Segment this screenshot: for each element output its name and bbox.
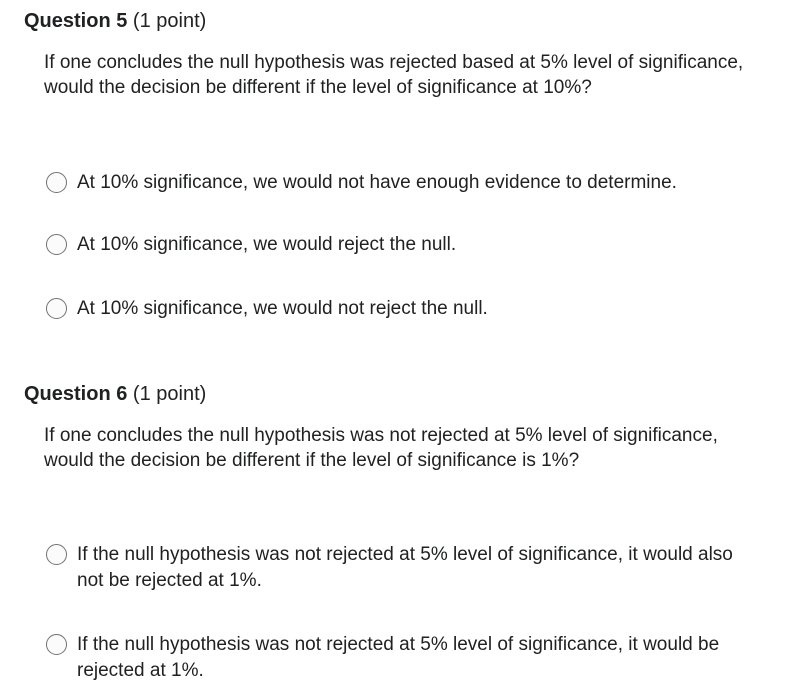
option-label: If the null hypothesis was not rejected at 5% level of significance, it would be rejected at 1%. xyxy=(77,634,720,681)
question-6-option-2[interactable] xyxy=(46,632,757,684)
radio-button[interactable] xyxy=(46,172,67,193)
question-6-heading xyxy=(24,381,794,407)
question-6-option-1[interactable] xyxy=(46,542,757,594)
radio-button[interactable] xyxy=(46,298,67,319)
radio-button[interactable] xyxy=(46,634,67,655)
question-6-points: (1 point) xyxy=(132,383,207,405)
option-label: At 10% significance, we would reject the null. xyxy=(77,234,457,255)
option-label: At 10% significance, we would not reject the null. xyxy=(77,298,488,319)
question-5 xyxy=(24,8,794,319)
question-6-text: If one concludes the null hypothesis was not rejected at 5% level of significance, would the decision be different if the level of significance is 1%? xyxy=(44,425,718,471)
option-label: If the null hypothesis was not rejected at 5% level of significance, it would also not be rejected at 1%. xyxy=(77,544,733,591)
question-5-option-2[interactable] xyxy=(46,232,757,258)
radio-button[interactable] xyxy=(46,544,67,565)
question-5-title: Question 5 xyxy=(24,10,128,32)
question-5-option-1[interactable] xyxy=(46,170,757,196)
question-5-text: If one concludes the null hypothesis was rejected based at 5% level of significance, would the decision be different if the level of significance at 10%? xyxy=(44,52,744,98)
question-6-title: Question 6 xyxy=(24,383,128,405)
question-5-option-3[interactable] xyxy=(46,296,757,322)
question-5-heading xyxy=(24,8,794,34)
option-label: At 10% significance, we would not have enough evidence to determine. xyxy=(77,172,677,193)
question-5-points: (1 point) xyxy=(132,10,207,32)
radio-button[interactable] xyxy=(46,234,67,255)
question-6 xyxy=(24,381,794,681)
